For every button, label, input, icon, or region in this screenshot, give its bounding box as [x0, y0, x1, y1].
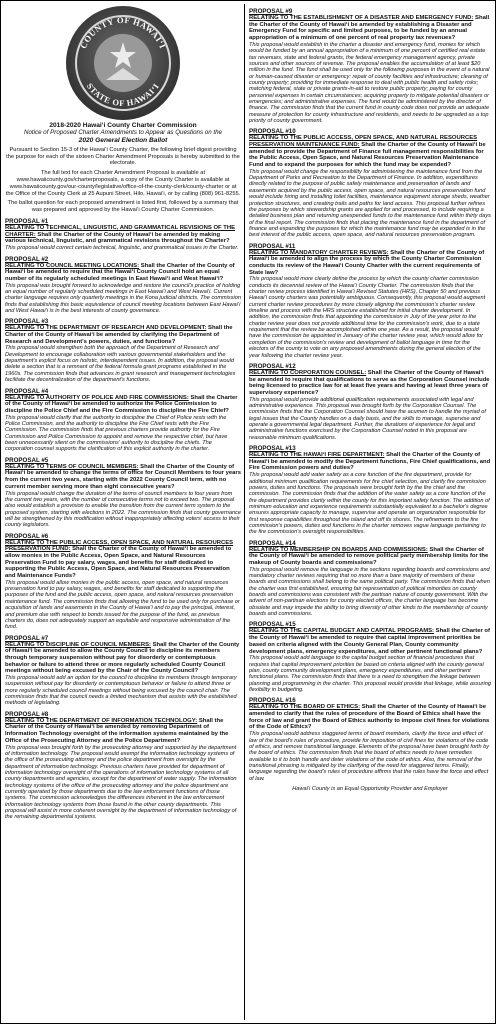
- proposal-heading: [249, 370, 491, 397]
- proposal-title: RELATING TO THE PUBLIC ACCESS, OPEN SPACE, AND NATURAL RESOURCES PRESERVATION FUND:: [5, 539, 234, 553]
- proposal-14: [249, 540, 491, 618]
- proposal-number: PROPOSAL #5: [5, 456, 49, 464]
- proposal-title: RELATING TO THE CAPITAL BUDGET AND CAPITAL PROGRAMS:: [249, 628, 435, 635]
- proposal-6: [5, 533, 241, 631]
- proposal-number: PROPOSAL #6: [5, 532, 49, 540]
- proposal-title: RELATING TO COUNCIL MEETING LOCATIONS:: [5, 262, 140, 269]
- proposal-title: RELATING TO THE HAWAI‘I FIRE DEPARTMENT:: [249, 452, 385, 459]
- ballot-question: Shall the Charter of the County of Hawai‘i be amended to allow monies in the Public Access, Open Space, and Natural Resources Preservation Fund to pay salary, wages, and benefits for staff dedicated to supporting the Public Access, Open Space, and Natural Resources Preservation and Maintenance Funds?: [5, 546, 232, 580]
- proposal-title: RELATING TO THE DEPARTMENT OF INFORMATION TECHNOLOGY:: [5, 717, 198, 724]
- proposal-number: PROPOSAL #15: [249, 621, 296, 629]
- intro-paragraph-1: Pursuant to Section 15-3 of the Hawai‘i County Charter, the following brief digest providing the purpose for each of the sixteen Charter Amendment Proposals is hereby submitted to the electorate.: [6, 146, 240, 167]
- proposal-summary: This proposal would allow monies in the public access, open space, and natural resources preservation fund to pay salary, wages, and benefits for staff dedicated to supporting the purposes of the fund and the public access, open space, and natural resources preservation maintenance fund. The commission finds that allowing the fund to be used only for purchase or acquisition of lands and easements in the County of Hawai‘i and to pay the principal, interest, and premium due with respect to bonds issued for the purpose of the fund, as previous charters do, does not adequately support an equitable and responsive administration of the fund.: [5, 579, 240, 631]
- proposal-heading: [5, 395, 241, 415]
- proposal-summary: This proposal would add an option for the council to discipline its members through temporary suspension without pay for disorderly or contemptuous behavior or failure to attend three or more regularly scheduled council meetings without being excused by the council chair. The commission finds that the council needs a limited mechanism that assists with the established methods of legislating.: [5, 675, 237, 707]
- ballot-question: Shall the Charter of the County of Hawai‘i be amended to require that capital improvement priorities be based on criteria aligned with the County General Plan, County community development plans, emergency expenditures, and other pertinent functional plans?: [249, 628, 490, 655]
- svg-text:COUNTY OF HAWAI‘I: COUNTY OF HAWAI‘I: [78, 14, 169, 51]
- proposal-summary: This proposal would change the responsibility for administering the maintenance fund from the Department of Parks and Recreation to the Department of Finance. In addition, expenditures directly related to the purpose of public safety maintenance and preservation of lands and easements acquired by the public access, open space, and natural resources preservation fund would include hiring and installing toilet facilities, maintenance equipment storage sheds, weather protection structures, and creating trails and paths for land access. This proposal further refines the purposes by which stewardship grants are applied for and processed, to include requiring a detailed business plan and returning unexpended funds to the maintenance fund within thirty days of the final report. The commission finds that placing the maintenance fund in the department of finance and expanding the purposes for which the maintenance fund may be expended is in the best interest of the public access, open space, and natural resources preservation program.: [249, 168, 491, 239]
- proposal-number: PROPOSAL #13: [249, 445, 296, 453]
- proposal-12: [249, 363, 491, 441]
- ballot-question: Shall the Charter of the County of Hawai‘i be amended to align the process by which the County Charter Commission conducts its review of the Hawai‘i County Charter with the current requirements of State law?: [249, 249, 485, 276]
- proposal-title: RELATING TO THE BOARD OF ETHICS:: [249, 704, 361, 711]
- proposal-number: PROPOSAL #10: [249, 128, 296, 136]
- proposal-heading: [5, 642, 241, 676]
- proposal-heading: [5, 464, 241, 491]
- proposal-9: [249, 8, 491, 124]
- ballot-question: Shall the Charter of the County of Hawai‘i be amended by making various technical, linguistic, and grammatical revisions throughout the Charter?: [5, 231, 230, 245]
- ballot-question: Shall the Charter of the County of Hawai‘i be amended by removing Department of Information Technology oversight of the information systems maintained by the Office of the Prosecuting Attorney and the Police Department?: [5, 717, 229, 744]
- proposal-summary: This proposal would address staggered terms of board members, clarify the force and effect of law of the board's rules of procedure, provide for imposition of civil fines for violations of the code of ethics, and remove transitional language. Elements of the proposal have been brought forth by the board of ethics. The commission finds that the board of ethics needs to have remedies available to it to both handle and deter violations of the code of ethics. Also, the removal of the transitional phrasing is mitigated by the clarifying of the need for staggered terms. Finally, language regarding the board's rules of procedure affirms that the rules have the force and effect of law.: [249, 731, 490, 782]
- proposal-title: RELATING TO CORPORATION COUNSEL:: [249, 369, 367, 376]
- notice-subtitle-2: 2020 General Election Ballot: [78, 136, 168, 144]
- proposal-number: PROPOSAL #2: [5, 255, 49, 263]
- proposal-summary: This proposal would clarify that the authority to discipline the Chief of Police rests with the Police Commission, and the authority to discipline the Fire Chief rests with the Fire Commission. The commission finds that previous charters provide authority for the Fire Commission and Police Commission to appoint and remove the respective chief, but have been unnecessarily silent on the commissions' authority to discipline the chiefs. The corporation counsel supports the clarification of this explicit authority in the charter.: [5, 414, 228, 453]
- proposal-summary: This proposal would correct certain technical, linguistic, and grammatical issues in the Charter.: [5, 245, 239, 252]
- seal-lettering: [66, 6, 180, 120]
- proposal-heading: [5, 325, 241, 345]
- proposal-heading: [5, 718, 241, 745]
- ballot-question: Shall the Charter of the County of Hawai‘i be amended to change the terms of office for Council Members to four years from the current two years, starting with the 2022 County Council term, with no current member serving more than eight consecutive years?: [5, 463, 241, 490]
- proposal-5: [5, 457, 241, 529]
- proposal-number: PROPOSAL #12: [249, 362, 296, 370]
- proposal-number: PROPOSAL #16: [249, 697, 296, 705]
- right-proposals: [249, 8, 491, 782]
- proposal-11: [249, 243, 491, 359]
- proposal-number: PROPOSAL #8: [5, 710, 49, 718]
- proposal-heading: [5, 225, 241, 245]
- commission-title: 2018-2020 Hawai‘i County Charter Commission: [49, 122, 197, 129]
- intro: [5, 147, 241, 214]
- intro-paragraph-3: The ballot question for each proposed amendment is listed first, followed by a summary that was prepared and approved by the Hawai‘i County Charter Commission.: [7, 200, 239, 214]
- proposal-title: RELATING TO AUTHORITY OF POLICE AND FIRE COMMISSIONS:: [5, 394, 189, 401]
- notice-header: [5, 122, 241, 144]
- proposal-number: PROPOSAL #9: [249, 8, 293, 15]
- ballot-question: Shall the Charter of the County of Hawai‘i be amended to require that qualifications to serve as the Corporation Counsel include being licensed to practice law for at least five years and having at least three years of supervisory experience?: [249, 369, 490, 396]
- proposal-10: [249, 128, 491, 238]
- proposal-7: [5, 635, 241, 707]
- proposal-title: RELATING TO MANDATORY CHARTER REVIEWS:: [249, 249, 389, 256]
- ballot-question: Shall the Charter of the County of Hawai‘i be amended to clarify that the rules of procedure of the Board of Ethics shall have the force of law and grant the Board of Ethics authority to impose civil fines for violations of the Code of Ethics?: [249, 704, 490, 731]
- proposal-title: RELATING TO THE PUBLIC ACCESS, OPEN SPACE, AND NATURAL RESOURCES PRESERVATION MAINTENANCE FUND:: [249, 135, 478, 148]
- proposal-title: RELATING TO DISCIPLINE OF COUNCIL MEMBERS:: [5, 641, 151, 648]
- notice-subtitle-1: Notice of Proposed Charter Amendments to Appear as Questions on the: [24, 129, 222, 137]
- proposal-heading: [5, 540, 241, 580]
- ballot-question: Shall the Charter of the County of Hawai‘i be amended by establishing a Disaster and Emergency Fund for specific and limited purposes, to be funded by an annual appropriation of a minimum of one percent of real property tax revenues?: [249, 15, 490, 42]
- proposal-heading: [249, 704, 491, 731]
- proposal-heading: [249, 15, 491, 42]
- left-column: [5, 4, 241, 1020]
- proposal-summary: This proposal would strengthen both the approach of the Department of Research and Development to encourage collaboration with various governmental stakeholders and the department's explicit focus on holistic, interdependent issues. In addition, the proposal would delete a section that is a remnant of the federal formula grant programs established in the 1960s. The commission finds that advances in grant research and management technologies facilitate the decentralization of the department's functions.: [5, 345, 236, 384]
- proposal-4: [5, 388, 241, 453]
- proposal-heading: [249, 250, 491, 277]
- proposal-number: PROPOSAL #1: [5, 218, 49, 226]
- ballot-question: Shall the Charter of the County of Hawai‘i be amended to authorize the Police Commission to discipline the Police Chief and the Fire Commission to discipline the Fire Chief?: [5, 394, 238, 414]
- proposal-16: [249, 697, 491, 782]
- equal-opportunity-footer: Hawai‘i County is an Equal Opportunity Provider and Employer: [292, 785, 448, 792]
- proposal-8: [5, 711, 241, 821]
- proposal-summary: This proposal would more clearly define the process by which the county charter commission conducts its decennial review of the Hawai‘i County Charter. The commission finds that the charter review process identified in Hawai‘i Revised Statutes (HRS), Chapter 50 and previous Hawai‘i county charters was potentially ambiguous. Consequently, this proposal would augment current charter review procedures by more closely aligning the commission's charter review timeline and process with the HRS structure established for initial charter development. In addition, the commission finds that appointing the commission in July of the year prior to the charter review year does not provide additional time for the commission's work, due to a state requirement that the review be accomplished within one year. As a result, the proposal would have the commission be appointed in January of the charter review year, which would allow for completion of the commission's review and development of ballot language in time for the electors of the county to vote on any proposed amendments during the general election of the year following the charter review year.: [249, 276, 486, 359]
- proposal-summary: This proposal would add water safety as a core function of the fire department, provide for additional minimum qualification requirements for fire chief selection, and clarify fire commission powers, duties and functions. The proposals were brought forth by the fire chief and the commission. The commission finds that the addition of the water safety as a core function of the fire department provides clarity within the county for this important safety function. The addition of minimum education and experience requirements substantially equivalent to a bachelor's degree ensures appropriate capacity to manage, supervise and operate an organization responsible for first response capabilities throughout the island and off its shores. The refinements to the fire commission's powers, duties and functions in the charter removes vague language pertaining to the fire commission's oversight responsibilities.: [249, 472, 490, 536]
- proposal-heading: [249, 547, 491, 567]
- proposal-3: [5, 318, 241, 383]
- proposal-summary: This proposal would change the duration of the terms of council members to four years from the current two years, with the number of consecutive terms not to exceed two. The proposal also would establish a provision to enable the transition from the current term system to the proposed system, starting with elections in 2022. The commission finds that county governance will be strengthened by this modification without inappropriately affecting voters' access to their county legislators.: [5, 490, 241, 529]
- intro-paragraph-2: The full text for each Charter Amendment Proposal is available at www.hawaiicounty.gov/charterproposals, a copy of the County Charter is available at www.hawaiicounty.gov/our-county/legislative/office-of-the-county-clerk/county-charter or at the Office of the County Clerk at 25 Aupuni Street, Hilo, Hawai‘i, or by calling (808) 961-8255.: [5, 170, 241, 197]
- proposal-summary: This proposal was brought forward to acknowledge and restore the council's practice of holding an equal number of regularly scheduled meetings in East Hawai‘i and West Hawai‘i. Current charter language requires only quarterly meetings in the Kona judicial districts. The commission finds that establishing this basic equivalence of council meeting locations between East Hawai‘i and West Hawai‘i is in the best interests of county governance.: [5, 282, 241, 314]
- proposal-summary: This proposal would provide additional qualification requirements associated with legal and administrative experience. This proposal was brought forth by the Corporation Counsel. The commission finds that the Corporation Counsel should have the acumen to handle the myriad of legal issues that the County handles on a daily basis, and the skills to manage, supervise and operate a governmental legal department. Further, the durations of experience for legal and administrative functions exercised by the Corporation Counsel noted in this proposal are reasonable minimum qualifications.: [249, 396, 486, 441]
- proposal-title: RELATING TO THE ESTABLISHMENT OF A DISASTER AND EMERGENCY FUND:: [249, 15, 474, 21]
- proposal-number: PROPOSAL #4: [5, 387, 49, 395]
- proposal-summary: This proposal would remove the language in the sections regarding boards and commissions and mandatory charter reviews requiring that no more than a bare majority of members of these boards and commissions shall belong to the same political party. The commission finds that when the charter was first established, ensuring fair representation of political minorities on county boards and commissions was consistent with the partisan nature of county government. With the advent of non-partisan elections for county elected offices, the charter language has become obsolete and may impede the ability to bring diversity of other kinds to the membership of county boards and commissions.: [249, 566, 490, 618]
- proposal-heading: [5, 263, 241, 283]
- proposal-summary: This proposal would establish in the charter a disaster and emergency fund, monies for which would be funded by an annual appropriation of a minimum of one percent of certified real estate tax revenues, state and federal grants, the federal emergency management agency, private sources and other sources of revenue. The proposal enables the accumulation of at least $20 million in the fund. The fund shall be used only for the following purposes in the event of a natural or human-caused disaster or emergency: repair of county facilities and infrastructure; cleaning of county property; providing for immediate response to deal with public health and safety risks; matching federal, state or private grants-in-aid to restore public property; paying for county personnel expenses in certain circumstances; acquiring property to mitigate potential disasters or emergencies; and administrative expenses. The fund would be administered by the director of finance. The commission finds that the current fund in county code does not provide an adequate measure of protection for county infrastructure and residents, and needs to be upgraded as a top priority of county government.: [249, 41, 490, 124]
- ballot-question: Shall the Charter of the County of Hawai‘i be amended to require that the Hawai‘i County Council hold an equal number of its regularly scheduled meetings in East Hawai‘i and West Hawai‘i?: [5, 262, 235, 282]
- ballot-question: Shall the Charter of the County of Hawai‘i be amended to provide the Department of Finance full management responsibilities for the Public Access, Open Space, and Natural Resources Preservation Maintenance Fund and to expand the purposes for which the fund may be expended?: [249, 141, 486, 169]
- proposal-title: RELATING TO TERMS OF COUNCIL MEMBERS:: [5, 463, 139, 470]
- proposal-summary: This proposal would add language to the capital budget section of financial procedures that requires that capital improvement priorities be based on criteria aligned with the county general plan, county community development plans, emergency expenditures, and other pertinent functional plans. The commission finds that there is a need to strengthen the linkage between planning and programming in the charter. This proposal would provide that linkage, while assuring flexibility in budgeting.: [249, 655, 491, 694]
- proposal-2: [5, 256, 241, 315]
- proposal-heading: [249, 628, 491, 655]
- left-proposals: [5, 218, 241, 821]
- proposal-summary: This proposal was brought forth by the prosecuting attorney and supported by the department of information technology. The proposal would exempt the information technology systems of the office of the prosecuting attorney and the police department from oversight by the department of information technology. Previous charters have provided for department of information technology oversight of the operations of information technology systems of all county departments and agencies, except for the department of water supply. The information technology systems of the office of the prosecuting attorney and the police department are currently operated by those departments due to the law enforcement functions of those systems. The commission acknowledges the differences inherent in the law enforcement information technology systems from those found in the other county departments. This proposal will assist in more coherent oversight by the department of information technology of the remaining departmental systems.: [5, 744, 237, 821]
- column-divider: [244, 4, 245, 1020]
- proposal-number: PROPOSAL #11: [249, 242, 296, 250]
- ballot-question: Shall the Charter of the County of Hawai‘i be amended to modify the Department functions, Fire Chief qualifications, and Fire Commission powers and duties?: [249, 452, 491, 472]
- svg-text:STATE OF HAWAI‘I: STATE OF HAWAI‘I: [84, 81, 162, 109]
- right-column: [249, 4, 491, 1020]
- proposal-number: PROPOSAL #14: [249, 539, 296, 547]
- county-seal: [66, 6, 180, 120]
- ballot-question: Shall the Charter of the County of Hawai‘i be amended to allow the County Council to discipline its members through temporary suspension without pay for disorderly or contemptuous behavior or failure to attend three or more regularly scheduled County Council meetings without being excused by the Chair of the County Council?: [5, 641, 240, 675]
- proposal-number: PROPOSAL #3: [5, 318, 49, 326]
- ballot-question: Shall the Charter of the County of Hawai‘i be amended by clarifying the Department of Research and Development's powers, duties, and functions?: [5, 325, 233, 345]
- proposal-heading: [249, 135, 491, 169]
- proposal-number: PROPOSAL #7: [5, 634, 49, 642]
- proposal-15: [249, 621, 491, 693]
- proposal-title: RELATING TO MEMBERSHIP ON BOARDS AND COMMISSIONS:: [249, 546, 428, 553]
- proposal-1: [5, 218, 241, 251]
- proposal-13: [249, 445, 491, 536]
- proposal-title: RELATING TO TECHNICAL, LINGUISTIC, AND GRAMMATICAL REVISIONS OF THE CHARTER:: [5, 225, 236, 238]
- proposal-title: RELATING TO THE DEPARTMENT OF RESEARCH AND DEVELOPMENT:: [5, 325, 207, 332]
- ballot-question: Shall the Charter of the County of Hawai‘i be amended to remove political party membership limits for the makeup of County boards and commissions?: [249, 546, 489, 567]
- proposal-heading: [249, 452, 491, 472]
